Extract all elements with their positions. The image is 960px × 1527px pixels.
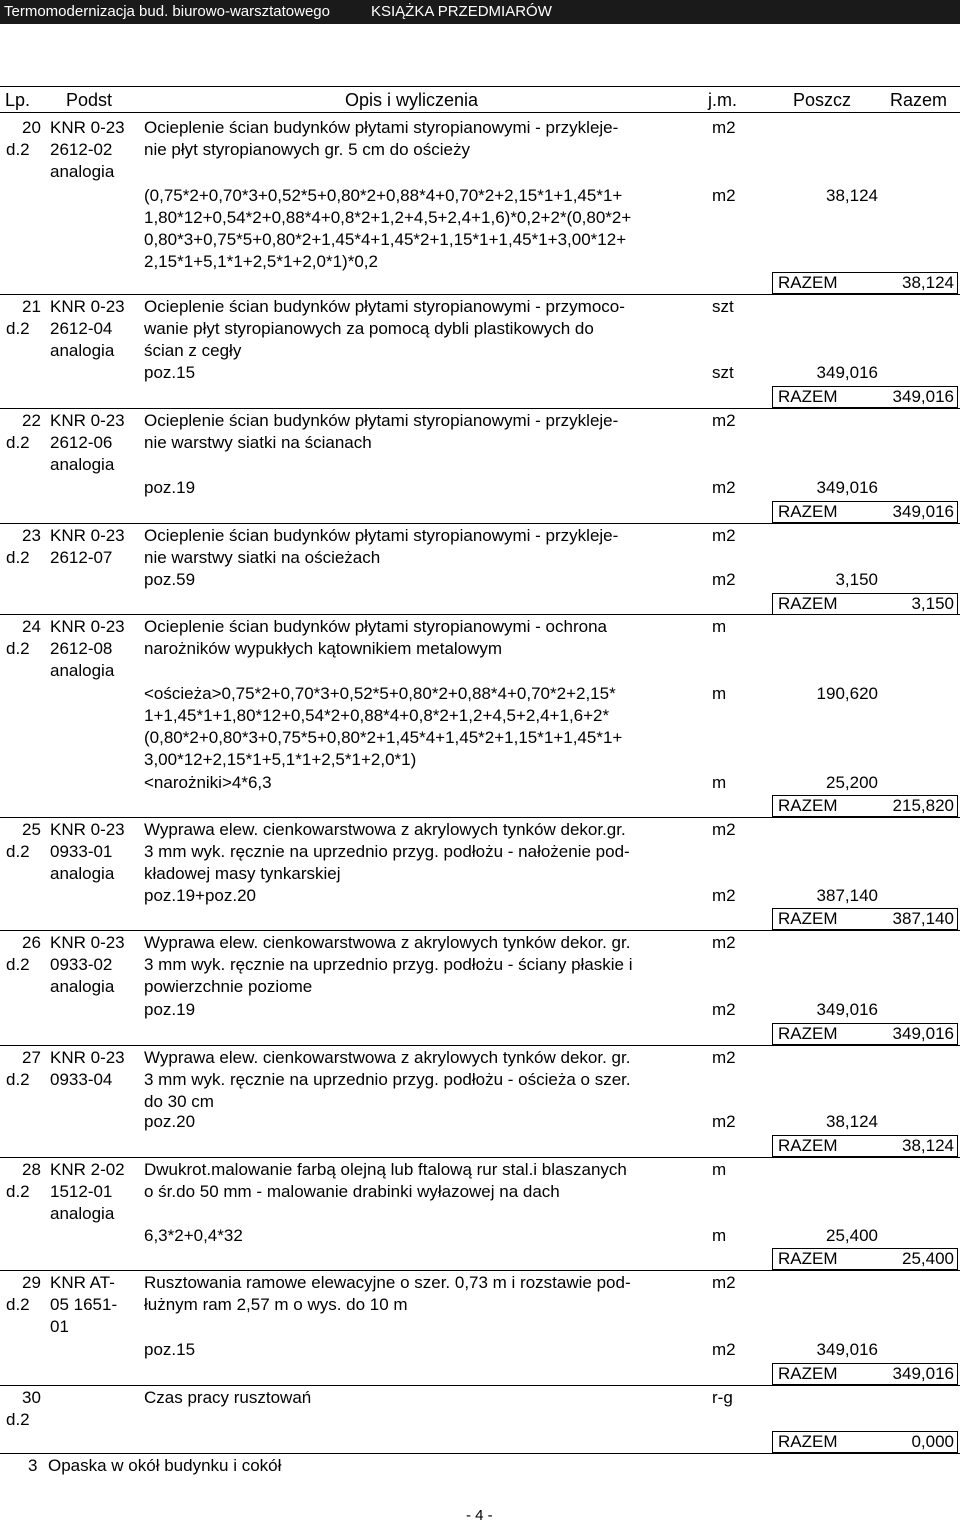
item-basis-line: analogia <box>50 864 115 883</box>
col-poszcz: Poszcz <box>793 90 852 110</box>
item-description-line: wanie płyt styropianowych za pomocą dybli plastikowych do <box>144 319 594 338</box>
col-podst: Podst <box>66 90 113 110</box>
razem-value: 387,140 <box>892 909 954 928</box>
razem-label: RAZEM <box>778 1024 838 1043</box>
item-number: 21 <box>22 297 41 316</box>
col-razem: Razem <box>890 90 948 110</box>
calc-line: poz.19 <box>144 478 196 497</box>
item-basis-line: 0933-01 <box>50 842 113 861</box>
item-basis-line: KNR 0-23 <box>50 820 125 839</box>
calc-value: 349,016 <box>816 478 878 497</box>
calc-line: 1,80*12+0,54*2+0,88*4+0,8*2+1,2+4,5+2,4+1,6)*0,2+2*(0,80*2+ <box>144 208 632 227</box>
razem-value: 349,016 <box>892 1364 954 1383</box>
razem-label: RAZEM <box>778 594 838 613</box>
calc-value: 349,016 <box>816 1000 878 1019</box>
item-description-line: Czas pracy rusztowań <box>144 1388 312 1407</box>
razem-value: 215,820 <box>892 796 954 815</box>
razem-value: 349,016 <box>892 502 954 521</box>
item-description-line: łużnym ram 2,57 m o wys. do 10 m <box>144 1295 408 1314</box>
item-number: 27 <box>22 1048 41 1067</box>
item-description-line: Ocieplenie ścian budynków płytami styropianowymi - przykleje- <box>144 526 619 545</box>
item-unit: m <box>712 1160 727 1179</box>
razem-total <box>772 501 958 523</box>
item-description-line: do 30 cm <box>144 1092 214 1111</box>
item-basis-line: analogia <box>50 162 115 181</box>
razem-label: RAZEM <box>778 502 838 521</box>
item-unit: m2 <box>712 1273 736 1292</box>
document-type: KSIĄŻKA PRZEDMIARÓW <box>371 3 552 20</box>
razem-value: 38,124 <box>902 1136 954 1155</box>
row-separator <box>0 523 960 524</box>
calc-line: poz.19 <box>144 1000 196 1019</box>
item-description-line: Rusztowania ramowe elewacyjne o szer. 0,73 m i rozstawie pod- <box>144 1273 631 1292</box>
item-basis-line: analogia <box>50 455 115 474</box>
item-number: 28 <box>22 1160 41 1179</box>
row-separator <box>0 1157 960 1158</box>
calc-line: 0,80*3+0,75*5+0,80*2+1,45*4+1,45*2+1,15*1+1,45*1+3,00*12+ <box>144 230 627 249</box>
item-unit: r-g <box>712 1388 733 1407</box>
razem-value: 349,016 <box>892 387 954 406</box>
item-number-sub: d.2 <box>6 1182 30 1201</box>
razem-value: 349,016 <box>892 1024 954 1043</box>
razem-total <box>772 1135 958 1157</box>
item-number: 30 <box>22 1388 41 1407</box>
calc-line: poz.15 <box>144 1340 196 1359</box>
item-unit: szt <box>712 297 734 316</box>
razem-label: RAZEM <box>778 273 838 292</box>
item-number-sub: d.2 <box>6 548 30 567</box>
row-separator <box>0 294 960 295</box>
calc-unit: m2 <box>712 1340 736 1359</box>
section-title: Opaska w okół budynku i cokół <box>48 1456 282 1475</box>
calc-unit: m2 <box>712 186 736 205</box>
item-unit: m2 <box>712 1048 736 1067</box>
row-separator <box>0 930 960 931</box>
item-number: 26 <box>22 933 41 952</box>
item-description-line: Ocieplenie ścian budynków płytami styropianowymi - ochrona <box>144 617 607 636</box>
item-basis-line: 0933-02 <box>50 955 113 974</box>
razem-label: RAZEM <box>778 796 838 815</box>
item-basis-line: KNR 0-23 <box>50 526 125 545</box>
calc-line: (0,80*2+0,80*3+0,75*5+0,80*2+1,45*4+1,45*2+1,15*1+1,45*1+ <box>144 728 623 747</box>
item-basis-line: analogia <box>50 1204 115 1223</box>
item-number-sub: d.2 <box>6 639 30 658</box>
item-description-line: 3 mm wyk. ręcznie na uprzednio przyg. podłożu - ściany płaskie i <box>144 955 633 974</box>
item-number-sub: d.2 <box>6 140 30 159</box>
calc-unit: m2 <box>712 886 736 905</box>
col-lp: Lp. <box>5 90 31 110</box>
calc-value: 349,016 <box>816 363 878 382</box>
item-basis-line: KNR AT- <box>50 1273 115 1292</box>
item-basis-line: 2612-02 <box>50 140 113 159</box>
item-number-sub: d.2 <box>6 1070 30 1089</box>
razem-total <box>772 908 958 930</box>
calc-value: 190,620 <box>816 684 878 703</box>
razem-total <box>772 593 958 615</box>
row-separator <box>0 817 960 818</box>
razem-value: 0,000 <box>911 1432 954 1451</box>
calc-line: poz.59 <box>144 570 196 589</box>
item-basis-line: 1512-01 <box>50 1182 113 1201</box>
calc-line: 3,00*12+2,15*1+5,1*1+2,5*1+2,0*1) <box>144 750 417 769</box>
item-number: 23 <box>22 526 41 545</box>
item-basis-line: 2612-08 <box>50 639 113 658</box>
row-separator <box>0 1270 960 1271</box>
razem-label: RAZEM <box>778 1364 838 1383</box>
item-basis-line: KNR 0-23 <box>50 118 125 137</box>
calc-value: 38,124 <box>826 186 878 205</box>
item-description-line: powierzchnie poziome <box>144 977 313 996</box>
razem-label: RAZEM <box>778 1432 838 1451</box>
row-separator <box>0 614 960 615</box>
calc-value: 349,016 <box>816 1340 878 1359</box>
item-number: 25 <box>22 820 41 839</box>
item-number: 22 <box>22 411 41 430</box>
calc-unit: m <box>712 684 727 703</box>
razem-total <box>772 1363 958 1385</box>
item-number: 24 <box>22 617 41 636</box>
col-opis: Opis i wyliczenia <box>345 90 479 110</box>
item-number-sub: d.2 <box>6 1295 30 1314</box>
item-unit: m <box>712 617 727 636</box>
item-number: 20 <box>22 118 41 137</box>
item-description-line: narożników wypukłych kątownikiem metalowym <box>144 639 503 658</box>
item-unit: m2 <box>712 933 736 952</box>
calc-unit: m <box>712 773 727 792</box>
calc-line: <ościeża>0,75*2+0,70*3+0,52*5+0,80*2+0,88*4+0,70*2+2,15* <box>144 684 616 703</box>
item-basis-line: 0933-04 <box>50 1070 113 1089</box>
item-description-line: Wyprawa elew. cienkowarstwowa z akrylowych tynków dekor. gr. <box>144 1048 631 1067</box>
item-basis-line: 05 1651- <box>50 1295 118 1314</box>
calc-value: 387,140 <box>816 886 878 905</box>
item-unit: m2 <box>712 118 736 137</box>
calc-line: poz.20 <box>144 1112 196 1131</box>
item-basis-line: 2612-07 <box>50 548 113 567</box>
calc-line: poz.19+poz.20 <box>144 886 257 905</box>
razem-value: 25,400 <box>902 1249 954 1268</box>
item-number-sub: d.2 <box>6 955 30 974</box>
razem-label: RAZEM <box>778 387 838 406</box>
row-separator <box>0 408 960 409</box>
item-unit: m2 <box>712 411 736 430</box>
item-basis-line: KNR 0-23 <box>50 1048 125 1067</box>
calc-unit: m2 <box>712 478 736 497</box>
item-basis-line: KNR 0-23 <box>50 411 125 430</box>
item-basis-line: KNR 0-23 <box>50 933 125 952</box>
item-basis-line: analogia <box>50 977 115 996</box>
item-basis-line: analogia <box>50 341 115 360</box>
row-separator <box>0 1453 960 1454</box>
item-number: 29 <box>22 1273 41 1292</box>
item-basis-line: 2612-06 <box>50 433 113 452</box>
calc-unit: m <box>712 1226 727 1245</box>
calc-line: 6,3*2+0,4*32 <box>144 1226 243 1245</box>
item-description-line: Wyprawa elew. cienkowarstwowa z akrylowych tynków dekor.gr. <box>144 820 626 839</box>
razem-total <box>772 795 958 817</box>
document-header-bar <box>0 0 960 24</box>
item-basis-line: analogia <box>50 661 115 680</box>
razem-total <box>772 272 958 294</box>
item-basis-line: KNR 0-23 <box>50 297 125 316</box>
razem-total <box>772 1431 958 1453</box>
calc-unit: m2 <box>712 1112 736 1131</box>
razem-label: RAZEM <box>778 909 838 928</box>
section-number: 3 <box>28 1456 38 1475</box>
razem-total <box>772 1248 958 1270</box>
razem-label: RAZEM <box>778 1136 838 1155</box>
razem-value: 38,124 <box>902 273 954 292</box>
item-number-sub: d.2 <box>6 319 30 338</box>
item-description-line: 3 mm wyk. ręcznie na uprzednio przyg. podłożu - ościeża o szer. <box>144 1070 631 1089</box>
item-description-line: 3 mm wyk. ręcznie na uprzednio przyg. podłożu - nałożenie pod- <box>144 842 630 861</box>
column-header-row <box>0 86 960 113</box>
item-description-line: o śr.do 50 mm - malowanie drabinki wyłazowej na dach <box>144 1182 560 1201</box>
item-description-line: nie warstwy siatki na ścianach <box>144 433 372 452</box>
item-number-sub: d.2 <box>6 842 30 861</box>
item-description-line: nie płyt styropianowych gr. 5 cm do ościeży <box>144 140 470 159</box>
page-number: - 4 - <box>466 1507 493 1524</box>
calc-value: 25,400 <box>826 1226 878 1245</box>
project-title: Termomodernizacja bud. biurowo-warsztatowego <box>4 3 330 20</box>
calc-line: (0,75*2+0,70*3+0,52*5+0,80*2+0,88*4+0,70*2+2,15*1+1,45*1+ <box>144 186 623 205</box>
calc-unit: m2 <box>712 570 736 589</box>
item-basis-line: 2612-04 <box>50 319 113 338</box>
calc-line: <narożniki>4*6,3 <box>144 773 272 792</box>
item-description-line: Dwukrot.malowanie farbą olejną lub ftalową rur stal.i blaszanych <box>144 1160 627 1179</box>
item-description-line: Wyprawa elew. cienkowarstwowa z akrylowych tynków dekor. gr. <box>144 933 631 952</box>
item-unit: m2 <box>712 526 736 545</box>
item-number-sub: d.2 <box>6 1410 30 1429</box>
calc-line: 1+1,45*1+1,80*12+0,54*2+0,88*4+0,8*2+1,2+4,5+2,4+1,6+2* <box>144 706 610 725</box>
item-description-line: ścian z cegły <box>144 341 242 360</box>
calc-value: 25,200 <box>826 773 878 792</box>
item-description-line: nie warstwy siatki na ościeżach <box>144 548 381 567</box>
razem-total <box>772 1023 958 1045</box>
item-basis-line: 01 <box>50 1317 69 1336</box>
razem-total <box>772 386 958 408</box>
col-jm: j.m. <box>708 90 737 110</box>
item-description-line: kładowej masy tynkarskiej <box>144 864 341 883</box>
razem-label: RAZEM <box>778 1249 838 1268</box>
item-description-line: Ocieplenie ścian budynków płytami styropianowymi - przykleje- <box>144 411 619 430</box>
item-description-line: Ocieplenie ścian budynków płytami styropianowymi - przymoco- <box>144 297 625 316</box>
item-number-sub: d.2 <box>6 433 30 452</box>
item-unit: m2 <box>712 820 736 839</box>
calc-line: poz.15 <box>144 363 196 382</box>
calc-unit: m2 <box>712 1000 736 1019</box>
item-description-line: Ocieplenie ścian budynków płytami styropianowymi - przykleje- <box>144 118 619 137</box>
calc-unit: szt <box>712 363 734 382</box>
row-separator <box>0 1045 960 1046</box>
calc-value: 38,124 <box>826 1112 878 1131</box>
razem-value: 3,150 <box>911 594 954 613</box>
row-separator <box>0 1385 960 1386</box>
item-basis-line: KNR 0-23 <box>50 617 125 636</box>
calc-value: 3,150 <box>835 570 878 589</box>
item-basis-line: KNR 2-02 <box>50 1160 125 1179</box>
calc-line: 2,15*1+5,1*1+2,5*1+2,0*1)*0,2 <box>144 252 378 271</box>
